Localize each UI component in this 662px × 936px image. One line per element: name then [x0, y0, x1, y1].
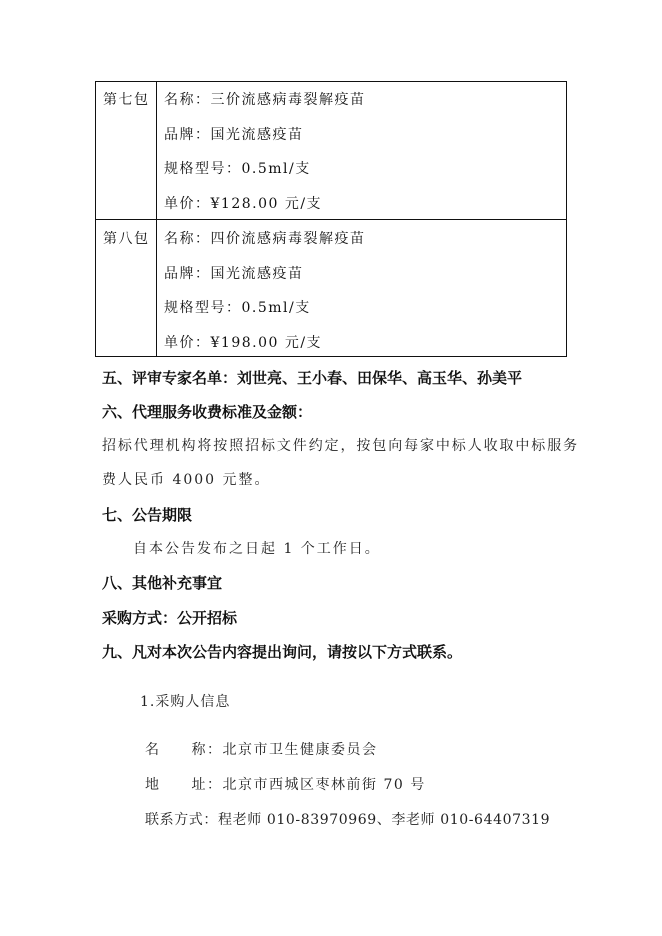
buyer-heading: 1.采购人信息 [140, 694, 231, 710]
package-brand: 品牌：国光流感疫苗 [164, 266, 304, 282]
package-spec: 规格型号：0.5ml/支 [164, 300, 311, 316]
package-spec: 规格型号：0.5ml/支 [164, 161, 311, 177]
contact-heading: 九、凡对本次公告内容提出询问，请按以下方式联系。 [102, 643, 463, 661]
period-text: 自本公告发布之日起 1 个工作日。 [133, 541, 381, 557]
package-label: 第八包 [103, 231, 150, 247]
package-brand: 品牌：国光流感疫苗 [164, 127, 304, 143]
buyer-contact: 联系方式：程老师 010-83970969、李老师 010-64407319 [145, 812, 551, 828]
row-divider [96, 219, 566, 220]
period-heading: 七、公告期限 [102, 506, 193, 524]
package-name: 名称：三价流感病毒裂解疫苗 [164, 92, 366, 108]
fee-heading: 六、代理服务收费标准及金额： [102, 403, 313, 421]
other-heading: 八、其他补充事宜 [102, 574, 223, 592]
experts-heading: 五、评审专家名单：刘世亮、王小春、田保华、高玉华、孙美平 [102, 369, 523, 387]
package-price: 单价：¥128.00 元/支 [164, 196, 323, 212]
column-divider [156, 82, 157, 356]
package-name: 名称：四价流感病毒裂解疫苗 [164, 231, 366, 247]
package-label: 第七包 [103, 92, 150, 108]
fee-text: 招标代理机构将按照招标文件约定，按包向每家中标人收取中标服务 [102, 438, 579, 454]
fee-text: 费人民币 4000 元整。 [102, 472, 271, 488]
buyer-address: 地 址：北京市西城区枣林前街 70 号 [145, 777, 426, 793]
package-table [95, 81, 567, 357]
procurement-method: 采购方式：公开招标 [102, 609, 238, 627]
buyer-name: 名 称：北京市卫生健康委员会 [145, 742, 378, 758]
package-price: 单价：¥198.00 元/支 [164, 335, 323, 351]
